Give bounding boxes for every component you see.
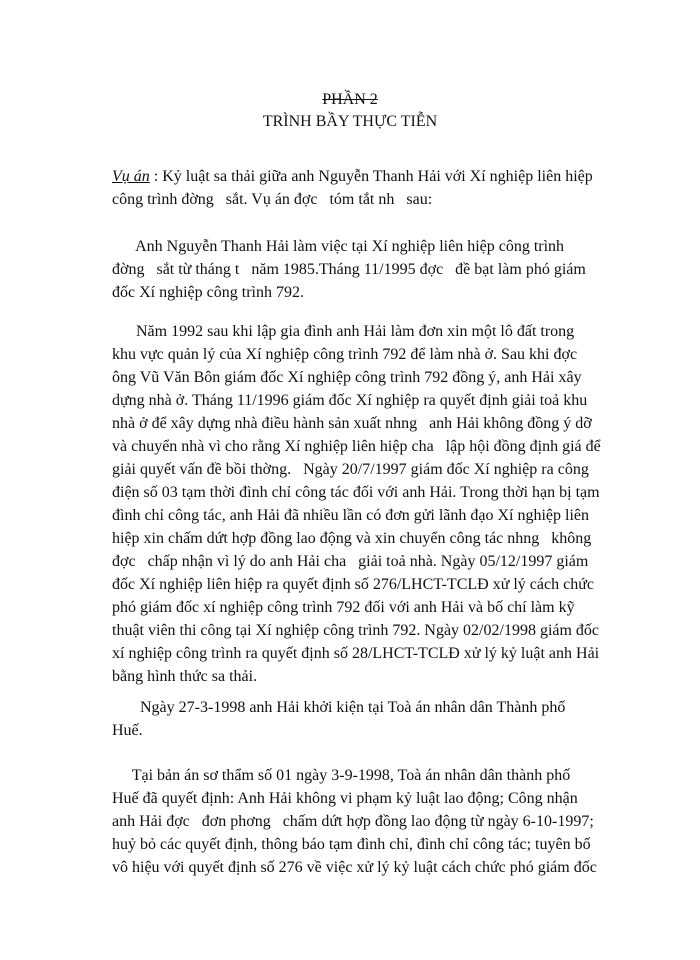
paragraph-line: đốc Xí nghiệp công trình 792. [112,284,304,301]
paragraph-line: dựng nhà ở. Tháng 11/1996 giám đốc Xí nghiệp ra quyết định giải toả khu [112,392,588,409]
paragraph-line: xí nghiệp công trình ra quyết định số 28/LHCT-TCLĐ xử lý kỷ luật anh Hải [112,645,600,662]
paragraph-line: khu vực quản lý của Xí nghiệp công trình 792 để làm nhà ở. Sau khi đợc [112,346,578,363]
paragraph-line: hiệp xin chấm dứt hợp đồng lao động và xin chuyển công tác nhng không [112,530,592,547]
paragraph-line: đờng sắt từ tháng t năm 1985.Tháng 11/1995 đợc đề bạt làm phó giám [112,261,586,278]
facts-paragraph [112,320,632,688]
paragraph-line: ông Vũ Văn Bôn giám đốc Xí nghiệp công trình 792 đồng ý, anh Hải xây [112,369,582,386]
paragraph-line: và chuyển nhà vì cho rằng Xí nghiệp liên hiệp cha lập hội đồng định giá để [112,438,601,455]
paragraph-line: Tại bản án sơ thẩm số 01 ngày 3-9-1998, Toà án nhân dân thành phố [112,767,571,784]
paragraph-line: đình chỉ công tác, anh Hải đã nhiều lần có đơn gửi lãnh đạo Xí nghiệp liên [112,507,590,524]
paragraph-line: huỷ bỏ các quyết định, thông báo tạm đình chỉ, đình chỉ công tác; tuyên bố [112,836,591,853]
paragraph-line: anh Hải đợc đơn phơng chấm dứt hợp đồng lao động từ ngày 6-10-1997; [112,813,594,830]
paragraph-line: đốc Xí nghiệp liên hiệp ra quyết định số 276/LHCT-TCLĐ xử lý cách chức [112,576,594,593]
paragraph-line: điện số 03 tạm thời đình chỉ công tác đối với anh Hải. Trong thời hạn bị tạm [112,484,600,501]
paragraph-line: Huế. [112,722,143,739]
paragraph-line: nhà ở để xây dựng nhà điều hành sản xuất nhng anh Hải không đồng ý dỡ [112,415,592,432]
section-title: TRÌNH BẦY THỰC TIỄN [262,113,438,130]
paragraph-line [112,165,632,188]
paragraph-line: đợc chấp nhận vì lý do anh Hải cha giải toả nhà. Ngày 05/12/1997 giám [112,553,589,570]
paragraph-line: công trình đờng sắt. Vụ án đợc tóm tắt nh sau: [112,191,433,208]
lawsuit-paragraph [112,696,632,742]
employment-paragraph [112,235,632,304]
paragraph-line: thuật viên thi công tại Xí nghiệp công trình 792. Ngày 02/02/1998 giám đốc [112,622,600,639]
part-label: PHẦN 2 [322,91,378,108]
paragraph-line: phó giám đốc xí nghiệp công trình 792 đối với anh Hải và bố chí làm kỹ [112,599,575,616]
judgment-paragraph [112,764,632,879]
case-intro-paragraph [112,165,632,211]
paragraph-line: giải quyết vấn đề bồi thờng. Ngày 20/7/1997 giám đốc Xí nghiệp ra công [112,461,589,478]
paragraph-line: Anh Nguyễn Thanh Hải làm việc tại Xí nghiệp liên hiệp công trình [112,238,565,255]
paragraph-line: Huế đã quyết định: Anh Hải không vi phạm kỷ luật lao động; Công nhận [112,790,578,807]
case-intro-text: : Kỷ luật sa thải giữa anh Nguyễn Thanh Hải với Xí nghiệp liên hiệp [149,168,593,185]
case-label: Vụ án [112,168,150,185]
paragraph-line: Ngày 27-3-1998 anh Hải khởi kiện tại Toà án nhân dân Thành phố [112,699,566,716]
paragraph-line: vô hiệu với quyết định số 276 về việc xử lý kỷ luật cách chức phó giám đốc [112,859,597,876]
paragraph-line: bằng hình thức sa thải. [112,668,258,685]
paragraph-line: Năm 1992 sau khi lập gia đình anh Hải làm đơn xin một lô đất trong [112,323,575,340]
